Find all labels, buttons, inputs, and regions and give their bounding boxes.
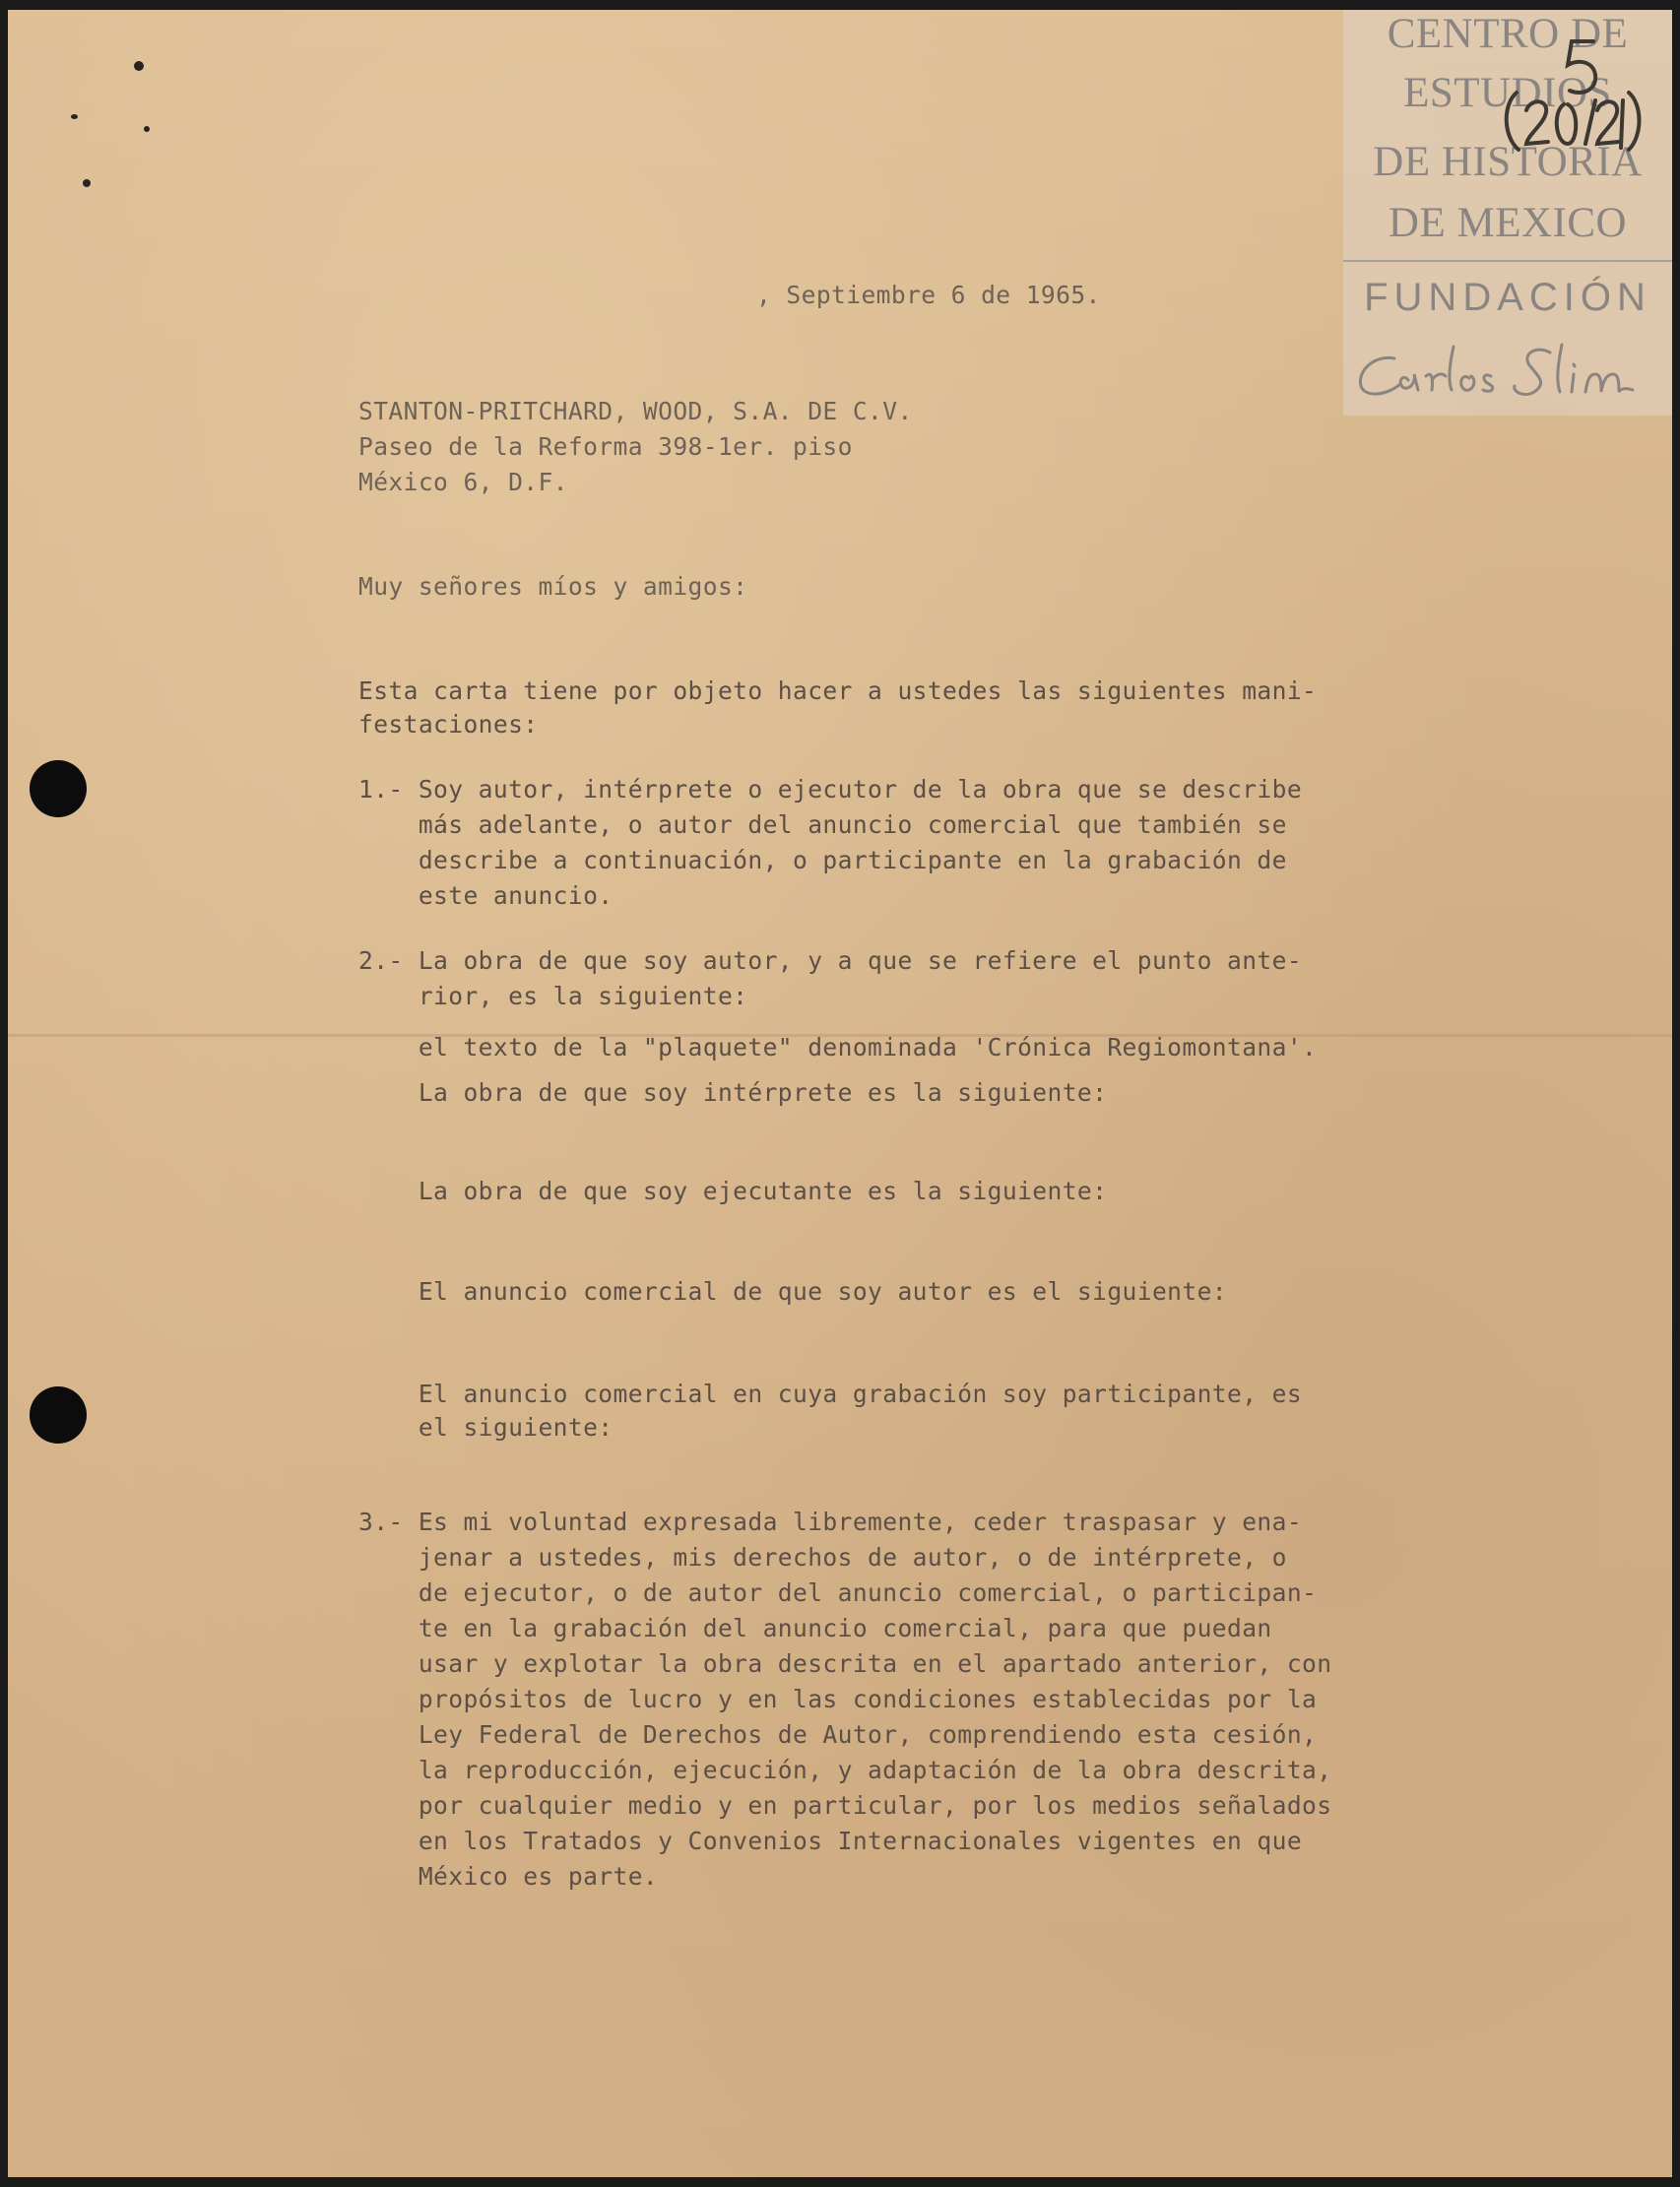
obra-autor-line: el texto de la "plaquete" denominada 'Crónica Regiomontana'. (358, 1033, 1318, 1061)
salutation: Muy señores míos y amigos: (358, 572, 748, 601)
point1-line-3: describe a continuación, o participante en la grabación de (358, 846, 1287, 874)
stamp-line-4: DE MEXICO (1388, 200, 1628, 246)
punch-hole-top (30, 760, 87, 817)
ink-speck (144, 126, 150, 132)
addressee-street: Paseo de la Reforma 398-1er. piso (358, 432, 853, 461)
point1-line-1: 1.- Soy autor, intérprete o ejecutor de la obra que se describe (358, 775, 1303, 804)
anuncio-participante-line-2: el siguiente: (358, 1413, 614, 1442)
point3-line-11: México es parte. (358, 1862, 659, 1891)
point3-line-3: de ejecutor, o de autor del anuncio comercial, o participan- (358, 1578, 1318, 1607)
point3-line-1: 3.- Es mi voluntad expresada libremente, ceder traspasar y ena- (358, 1508, 1303, 1536)
stamp-line-3: DE HISTORIA (1373, 139, 1643, 185)
point1-line-4: este anuncio. (358, 881, 614, 910)
point1-line-2: más adelante, o autor del anuncio comercial que también se (358, 810, 1287, 839)
point3-line-4: te en la grabación del anuncio comercial, para que puedan (358, 1614, 1272, 1642)
point2-line-2: rior, es la siguiente: (358, 982, 748, 1010)
obra-interprete-line: La obra de que soy intérprete es la siguiente: (358, 1078, 1108, 1107)
point3-line-9: por cualquier medio y en particular, por los medios señalados (358, 1791, 1332, 1820)
point3-line-5: usar y explotar la obra descrita en el apartado anterior, con (358, 1649, 1332, 1678)
point3-line-7: Ley Federal de Derechos de Autor, comprendiendo esta cesión, (358, 1720, 1318, 1749)
ink-speck (83, 179, 91, 187)
intro-line-2: festaciones: (358, 710, 539, 739)
handwritten-archive-number (1446, 22, 1643, 169)
anuncio-participante-line-1: El anuncio comercial en cuya grabación soy participante, es (358, 1380, 1303, 1408)
letter-date: , Septiembre 6 de 1965. (756, 281, 1101, 309)
document-page (8, 10, 1672, 2177)
stamp-line-2: ESTUDIOS (1403, 70, 1612, 116)
punch-hole-bottom (30, 1386, 87, 1444)
addressee-city: México 6, D.F. (358, 468, 568, 496)
obra-ejecutante-line: La obra de que soy ejecutante es la siguiente: (358, 1177, 1108, 1205)
addressee-company: STANTON-PRITCHARD, WOOD, S.A. DE C.V. (358, 397, 913, 425)
stamp-fundacion: FUNDACIÓN (1364, 276, 1651, 319)
point3-line-8: la reproducción, ejecución, y adaptación de la obra descrita, (358, 1756, 1332, 1784)
carlos-slim-signature-logo (1343, 329, 1672, 408)
point3-line-2: jenar a ustedes, mis derechos de autor, o de intérprete, o (358, 1543, 1287, 1572)
stamp-divider (1343, 260, 1672, 262)
intro-line-1: Esta carta tiene por objeto hacer a ustedes las siguientes mani- (358, 676, 1318, 705)
ink-speck (134, 61, 144, 71)
point2-line-1: 2.- La obra de que soy autor, y a que se refiere el punto ante- (358, 946, 1303, 975)
anuncio-autor-line: El anuncio comercial de que soy autor es el siguiente: (358, 1277, 1227, 1306)
ink-speck (71, 114, 78, 119)
stamp-line-1: CENTRO DE (1387, 11, 1629, 57)
point3-line-10: en los Tratados y Convenios Internacionales vigentes en que (358, 1827, 1303, 1855)
point3-line-6: propósitos de lucro y en las condiciones establecidas por la (358, 1685, 1318, 1713)
